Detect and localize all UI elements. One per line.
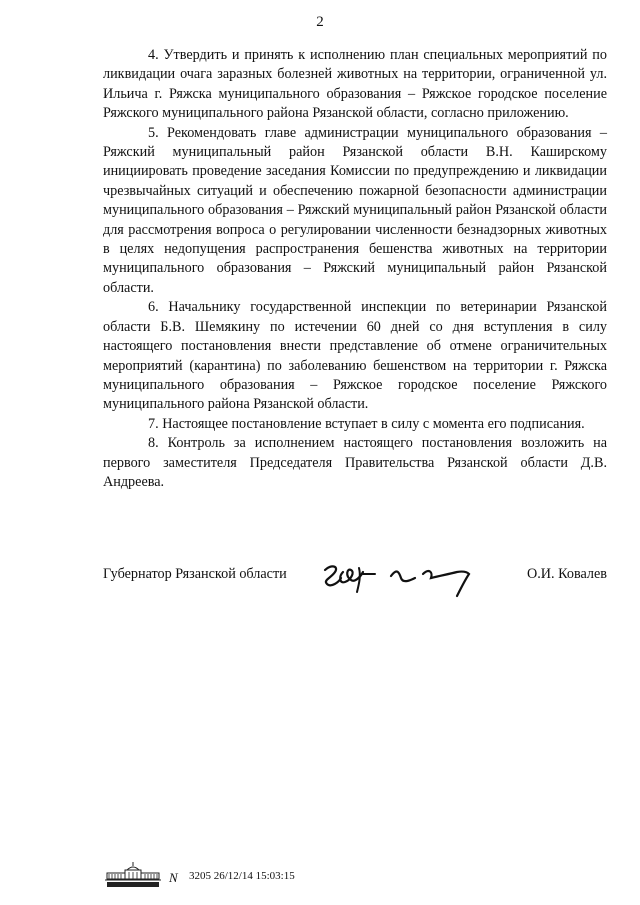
registration-footer — [103, 860, 363, 892]
paragraph-5: 5. Рекомендовать главе администрации муниципального образования – Ряжский муниципальный район Рязанской области В.Н. Каширскому инициировать проведение заседания Комиссии по предупреждению и ликвидации чрезвычайных ситуаций и обеспечению пожарной безопасности администрации муниципального образования – Ряжский муниципальный район Рязанской области для рассмотрения вопроса о регулировании численности безнадзорных животных в целях недопущения распространения бешенства животных на территории муниципального образования – Ряжский муниципальный район Рязанской области. — [103, 124, 607, 296]
handwritten-signature-icon — [317, 558, 487, 598]
page-number: 2 — [316, 14, 324, 30]
signatory-title: Губернатор Рязанской области — [103, 566, 287, 582]
signatory-name: О.И. Ковалев — [527, 566, 607, 582]
paragraph-6: 6. Начальнику государственной инспекции по ветеринарии Рязанской области Б.В. Шемякину по истечении 60 дней со дня вступления в силу настоящего постановления внести представление об отмене ограничительных мероприятий (карантина) по заболеванию бешенством на территории г. Ряжска муниципального образования – Ряжское городское поселение Ряжского муниципального района Рязанской области. — [103, 299, 607, 413]
signature-block — [103, 558, 607, 598]
registration-number-mark: N — [169, 870, 178, 885]
paragraph-7: 7. Настоящее постановление вступает в силу с момента его подписания. — [148, 415, 585, 432]
paragraph-4: 4. Утвердить и принять к исполнению план специальных мероприятий по ликвидации очага заразных болезней животных на территории, ограниченной ул. Ильича г. Ряжска муниципального образования – Ряжское городское поселение Ряжского муниципального района Рязанской области, согласно приложению. — [103, 47, 607, 122]
paragraph-8: 8. Контроль за исполнением настоящего постановления возложить на первого заместителя Председателя Правительства Рязанской области Д.В. Андреева. — [103, 435, 607, 490]
registration-stamp: 3205 26/12/14 15:03:15 — [189, 870, 295, 882]
document-body — [103, 46, 607, 492]
building-emblem-icon — [103, 860, 163, 890]
